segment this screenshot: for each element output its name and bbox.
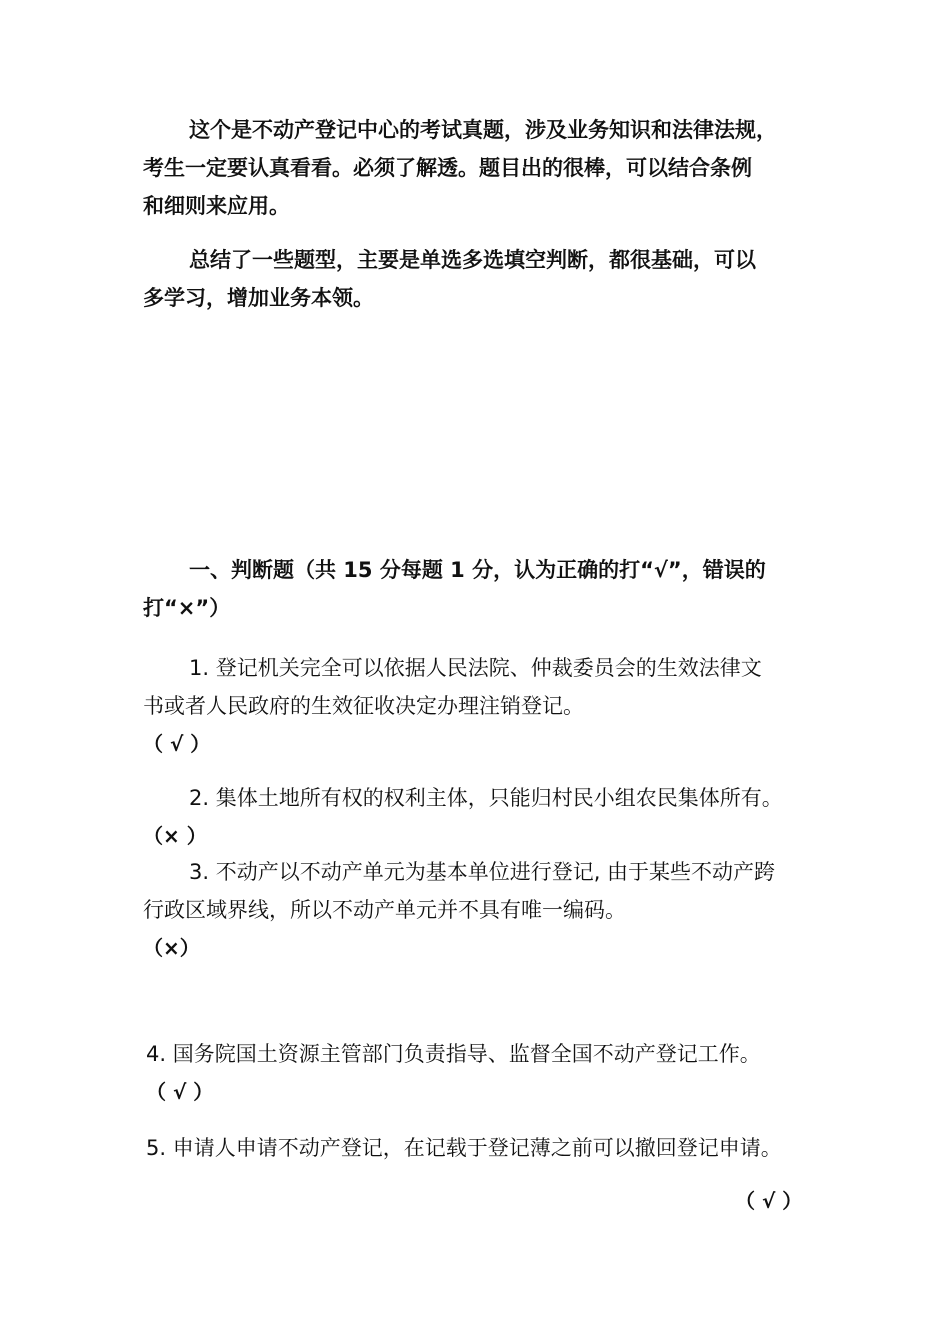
question-text: 1. 登记机关完全可以依据人民法院、仲裁委员会的生效法律文 xyxy=(189,656,762,680)
question-3 xyxy=(143,853,843,967)
answer-mark: （× ） xyxy=(143,824,207,848)
answer-mark: （ √ ） xyxy=(143,732,211,756)
intro-paragraph-2 xyxy=(143,241,843,317)
answer-mark: （ √ ） xyxy=(735,1189,803,1213)
intro-line: 这个是不动产登记中心的考试真题，涉及业务知识和法律法规， xyxy=(189,118,777,142)
heading-line: 打“×”） xyxy=(143,596,231,620)
question-5 xyxy=(146,1129,846,1167)
answer-mark: （×） xyxy=(143,936,200,960)
intro-paragraph-1 xyxy=(143,111,843,225)
question-text: 4. 国务院国土资源主管部门负责指导、监督全国不动产登记工作。 xyxy=(146,1042,761,1066)
question-4 xyxy=(146,1035,846,1111)
question-2 xyxy=(143,779,843,855)
answer-mark: （ √ ） xyxy=(146,1080,214,1104)
question-text: 5. 申请人申请不动产登记，在记载于登记薄之前可以撤回登记申请。 xyxy=(146,1136,782,1160)
question-text: 行政区域界线，所以不动产单元并不具有唯一编码。 xyxy=(143,898,626,922)
heading-line: 一、判断题（共 15 分每题 1 分，认为正确的打“√”，错误的 xyxy=(189,558,766,582)
question-text: 书或者人民政府的生效征收决定办理注销登记。 xyxy=(143,694,584,718)
intro-line: 多学习，增加业务本领。 xyxy=(143,286,374,310)
intro-line: 总结了一些题型，主要是单选多选填空判断，都很基础，可以 xyxy=(189,248,756,272)
intro-line: 考生一定要认真看看。必须了解透。题目出的很棒，可以结合条例 xyxy=(143,156,752,180)
question-1 xyxy=(143,649,843,763)
section-heading xyxy=(143,551,843,627)
question-text: 2. 集体土地所有权的权利主体，只能归村民小组农民集体所有。 xyxy=(189,786,783,810)
intro-line: 和细则来应用。 xyxy=(143,194,290,218)
question-text: 3. 不动产以不动产单元为基本单位进行登记, 由于某些不动产跨 xyxy=(189,860,776,884)
